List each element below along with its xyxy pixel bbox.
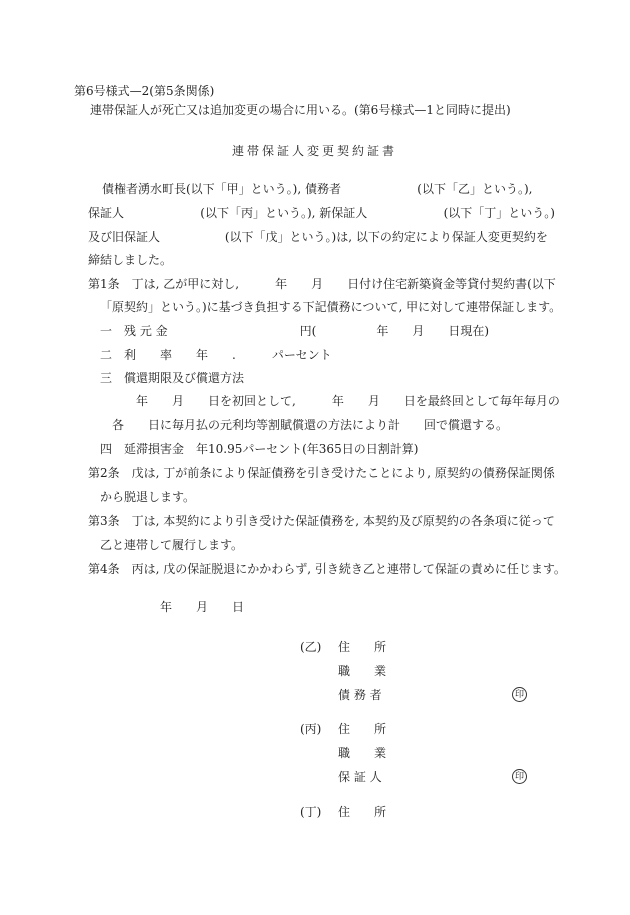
article-1-item-2: 二 利 率 年 . パーセント — [100, 348, 332, 362]
article-1-item-1: 一 残 元 金 円( 年 月 日現在) — [100, 324, 489, 338]
form-number: 第6号様式—2(第5条関係) — [74, 84, 215, 98]
date-line: 年 月 日 — [160, 600, 245, 614]
article-3-line-2: 乙と連帯して履行します。 — [100, 538, 244, 552]
signature-hei-address: 住 所 — [338, 722, 387, 736]
preamble-line-1: 債権者湧水町長(以下「甲」という。), 債務者 (以下「乙」という。), — [102, 182, 533, 196]
article-2-line-2: から脱退します。 — [100, 490, 196, 504]
signature-hei-role: 保 証 人 — [338, 770, 382, 784]
signature-otsu-address: 住 所 — [338, 640, 387, 654]
article-1-line-1: 第1条 丁は, 乙が甲に対し, 年 月 日付け住宅新築資金等貸付契約書(以下 — [88, 277, 556, 291]
signature-tei-address: 住 所 — [338, 805, 387, 819]
article-4-line-1: 第4条 丙は, 戊の保証脱退にかかわらず, 引き続き乙と連帯して保証の責めに任じます。 — [88, 562, 566, 576]
signature-otsu-role: 債 務 者 — [338, 688, 382, 702]
signature-hei-label: (丙) — [300, 722, 322, 736]
signature-hei-seal: 印 — [512, 769, 527, 784]
article-1-item-3-line-2: 各 日に毎月払の元利均等割賦償還の方法により計 回で償還する。 — [112, 418, 509, 432]
article-1-line-2: 「原契約」という。)に基づき負担する下記債務について, 甲に対して連帯保証します。 — [100, 300, 562, 314]
document-title: 連帯保証人変更契約証書 — [232, 144, 398, 158]
article-1-item-3: 三 償還期限及び償還方法 — [100, 371, 245, 385]
signature-hei-occupation: 職 業 — [338, 746, 387, 760]
signature-otsu-label: (乙) — [300, 640, 322, 654]
article-1-item-3-line-1: 年 月 日を初回として, 年 月 日を最終回として毎年毎月の — [136, 394, 560, 408]
preamble-line-4: 締結しました。 — [88, 253, 173, 267]
article-3-line-1: 第3条 丁は, 本契約により引き受けた保証債務を, 本契約及び原契約の各条項に従って — [88, 514, 555, 528]
article-2-line-1: 第2条 戊は, 丁が前条により保証債務を引き受けたことにより, 原契約の債務保証関係 — [88, 466, 555, 480]
signature-otsu-seal: 印 — [512, 687, 527, 702]
preamble-line-2: 保証人 (以下「丙」という。), 新保証人 (以下「丁」という。) — [88, 206, 555, 220]
signature-tei-label: (丁) — [300, 805, 322, 819]
article-1-item-4: 四 延滞損害金 年10.95パーセント(年365日の日割計算) — [100, 442, 419, 456]
signature-otsu-occupation: 職 業 — [338, 664, 387, 678]
preamble-line-3: 及び旧保証人 (以下「戊」という。)は, 以下の約定により保証人変更契約を — [88, 230, 548, 244]
usage-note: 連帯保証人が死亡又は追加変更の場合に用いる。(第6号様式—1と同時に提出) — [90, 103, 511, 117]
